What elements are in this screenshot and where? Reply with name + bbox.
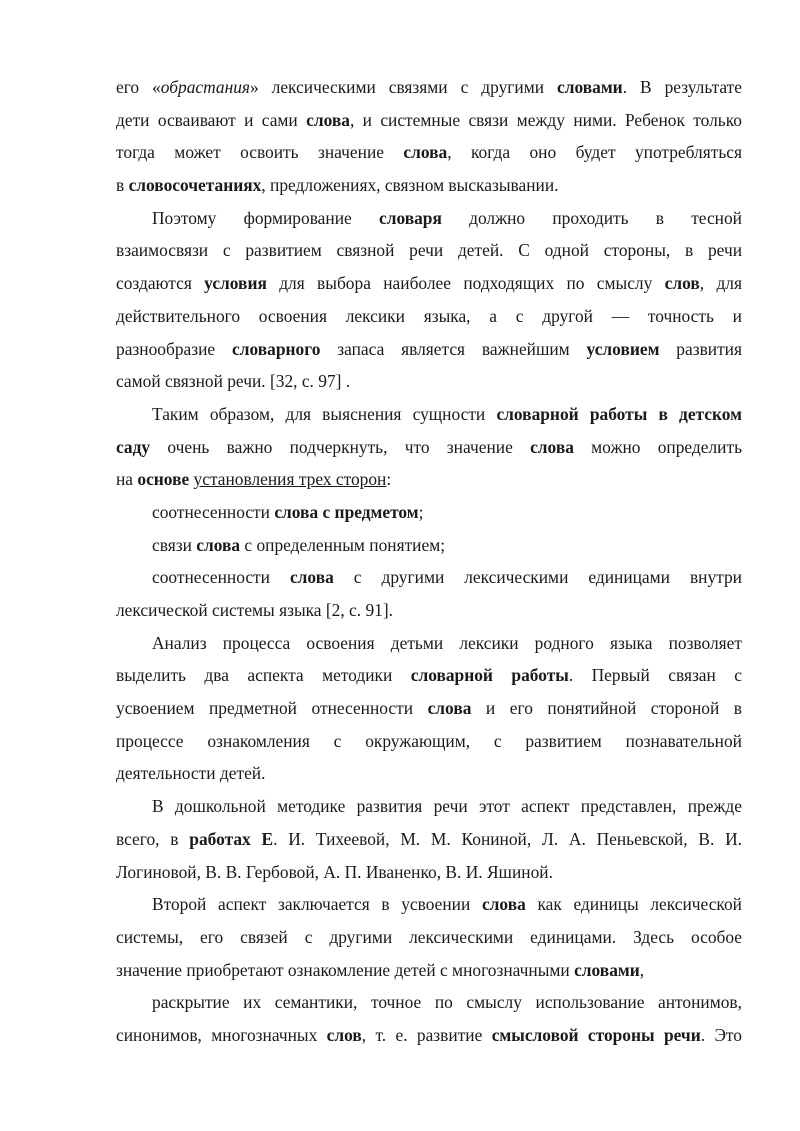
text-line xyxy=(116,561,742,594)
text-line xyxy=(116,136,742,169)
italic-term: обрастания xyxy=(160,77,250,97)
bold-term: словами xyxy=(574,959,640,980)
text-line xyxy=(116,104,742,137)
text-run: для выбора наиболее подходящих по смыслу xyxy=(266,273,665,294)
text-run: Второй аспект заключается в усвоении xyxy=(152,894,482,915)
bold-term: смысловой стороны речи xyxy=(491,1024,701,1045)
text-line xyxy=(116,627,742,660)
bold-term: основе xyxy=(137,469,190,490)
bold-term: словарного xyxy=(232,338,321,359)
text-line xyxy=(116,234,742,267)
text-run: выделить два аспекта методики xyxy=(116,665,411,686)
text-run: и его понятийной стороной в xyxy=(471,698,742,719)
text-line xyxy=(116,757,742,790)
text-run: » лексическими связями с другими xyxy=(249,77,557,97)
text-line xyxy=(116,463,742,496)
text-line xyxy=(116,365,742,398)
text-line xyxy=(116,790,742,823)
text-run: создаются xyxy=(116,273,205,294)
text-run: взаимосвязи с развитием связной речи детей. С одной стороны, в речи xyxy=(116,240,742,261)
text-line xyxy=(116,300,742,333)
text-run: Таким образом, для выяснения сущности xyxy=(152,403,497,424)
text-run: , xyxy=(639,959,645,980)
text-run: соотнесенности xyxy=(152,501,275,522)
text-line xyxy=(116,659,742,692)
bold-term: слова xyxy=(306,109,350,130)
bold-term: словаря xyxy=(378,207,442,228)
bold-term: слова xyxy=(403,142,448,163)
text-run: : xyxy=(386,469,392,490)
text-run: Поэтому формирование xyxy=(152,207,379,228)
body-text xyxy=(116,71,742,1052)
text-line xyxy=(116,169,742,202)
text-line xyxy=(116,856,742,889)
underlined-term: установления трех сторон xyxy=(193,469,387,490)
text-run: соотнесенности xyxy=(152,567,290,588)
text-run: . Это xyxy=(700,1024,742,1045)
text-run: Анализ процесса освоения детьми лексики родного языка позволяет xyxy=(152,632,742,653)
text-run: лексической системы языка [2, с. 91]. xyxy=(116,600,394,620)
text-run: с другими лексическими единицами внутри xyxy=(333,567,742,588)
text-run: , когда оно будет употребляться xyxy=(447,142,742,163)
bold-term: словарной работы xyxy=(410,665,569,686)
text-line xyxy=(116,921,742,954)
text-run: действительного освоения лексики языка, а с другой — точность и xyxy=(116,305,742,326)
bold-term: слов xyxy=(326,1024,362,1045)
text-run: тогда может освоить значение xyxy=(116,142,404,163)
text-line xyxy=(116,986,742,1019)
text-run: Логиновой, В. В. Гербовой, А. П. Иваненко, В. И. Яшиной. xyxy=(116,861,553,882)
text-run: должно проходить в тесной xyxy=(441,207,742,228)
text-run: процессе ознакомления с окружающим, с развитием познавательной xyxy=(116,730,742,751)
text-line xyxy=(116,954,742,987)
text-run: . Первый связан с xyxy=(568,665,742,686)
text-line xyxy=(116,496,742,529)
text-run: В дошкольной методике развития речи этот аспект представлен, прежде xyxy=(152,796,742,817)
text-run: самой связной речи. [32, с. 97] . xyxy=(116,371,351,392)
text-line xyxy=(116,333,742,366)
bold-term: словами xyxy=(557,77,623,97)
text-line xyxy=(116,888,742,921)
text-line xyxy=(116,431,742,464)
text-run: , для xyxy=(699,273,742,294)
text-line xyxy=(116,594,742,627)
text-run: дети осваивают и сами xyxy=(116,109,307,130)
bold-term: слова с предметом xyxy=(274,501,419,522)
text-run: можно определить xyxy=(573,436,743,457)
text-run: разнообразие xyxy=(116,338,233,359)
text-run: . И. Тихеевой, М. М. Кониной, Л. А. Пеньевской, В. И. xyxy=(273,828,742,849)
bold-term: работах Е xyxy=(189,828,274,849)
bold-term: слова xyxy=(427,698,472,719)
text-line xyxy=(116,725,742,758)
bold-term: словосочетаниях xyxy=(128,175,262,196)
text-line xyxy=(116,398,742,431)
text-run: ; xyxy=(418,501,424,522)
bold-term: условием xyxy=(586,338,660,359)
text-run: усвоением предметной отнесенности xyxy=(116,698,428,719)
text-line xyxy=(116,823,742,856)
bold-term: слова xyxy=(196,534,241,555)
bold-term: слова xyxy=(481,894,526,915)
text-line xyxy=(116,1019,742,1052)
text-run: как единицы лексической xyxy=(525,894,742,915)
text-run: синонимов, многозначных xyxy=(116,1024,327,1045)
text-run: деятельности детей. xyxy=(116,763,266,784)
text-run: всего, в xyxy=(116,828,190,849)
text-line xyxy=(116,71,742,104)
text-run: с определенным понятием; xyxy=(240,534,446,555)
bold-term: словарной работы в детском xyxy=(496,403,743,424)
text-run: , т. е. развитие xyxy=(361,1024,492,1045)
text-line xyxy=(116,202,742,235)
text-run: системы, его связей с другими лексическими единицами. Здесь особое xyxy=(116,926,742,947)
text-run: связи xyxy=(152,534,197,555)
text-line xyxy=(116,529,742,562)
bold-term: слова xyxy=(289,567,334,588)
text-run: в xyxy=(116,175,129,196)
text-run: раскрытие их семантики, точное по смыслу использование антонимов, xyxy=(152,992,742,1013)
bold-term: саду xyxy=(116,436,151,457)
text-line xyxy=(116,692,742,725)
text-run: запаса является важнейшим xyxy=(320,338,587,359)
text-run: , предложениях, связном высказывании. xyxy=(261,175,559,196)
text-run: на xyxy=(116,469,138,490)
text-run: развития xyxy=(659,338,742,359)
text-line xyxy=(116,267,742,300)
text-run: значение приобретают ознакомление детей с многозначными xyxy=(116,959,575,980)
bold-term: условия xyxy=(204,273,267,294)
bold-term: слов xyxy=(664,273,700,294)
text-run: его « xyxy=(116,77,161,97)
text-run: , и системные связи между ними. Ребенок только xyxy=(349,109,742,130)
text-run: . В результате xyxy=(622,77,742,97)
text-run: очень важно подчеркнуть, что значение xyxy=(150,436,531,457)
bold-term: слова xyxy=(530,436,574,457)
